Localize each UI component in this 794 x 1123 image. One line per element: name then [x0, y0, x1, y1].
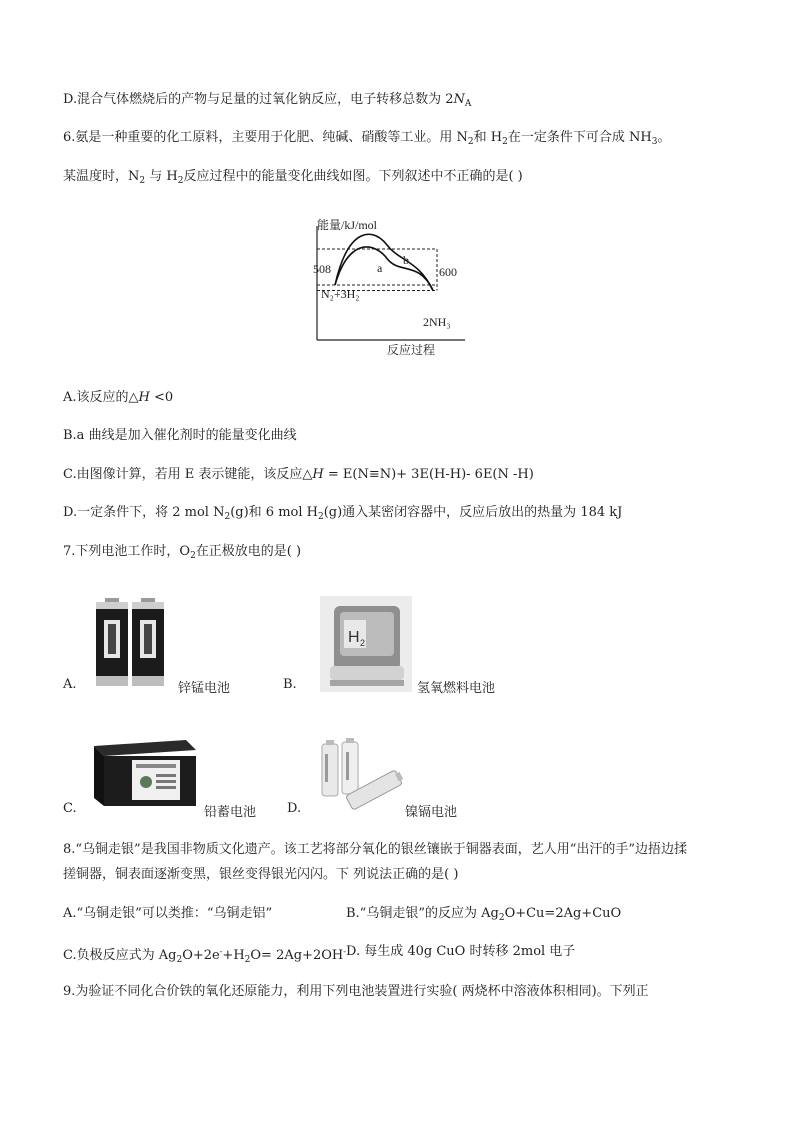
sub-2: 2	[317, 512, 324, 522]
lead-acid-battery-image	[88, 736, 200, 808]
x-axis-label: 反应过程	[387, 343, 436, 357]
q6-option-d	[63, 504, 622, 526]
q8-text-a: 8.“乌铜走银”是我国非物质文化遗产。该工艺将部分氧化的银丝镶嵌于铜器表面，艺人用“出汗的手”边捂边揉	[63, 842, 687, 857]
q8-stem-line1	[63, 841, 687, 859]
q8-option-b	[346, 905, 621, 927]
q6-opt-d-b: (g)和 6 mol H	[230, 505, 318, 520]
h-symbol: H	[138, 390, 150, 405]
sub-2: 2	[177, 176, 184, 186]
sub-2: 2	[139, 176, 146, 186]
label-600: 600	[439, 265, 457, 279]
q8-opt-a-text: A.“乌铜走银”可以类推：“乌铜走铝”	[63, 906, 273, 921]
q8-opt-c-d: O= 2Ag+2OH	[250, 948, 344, 963]
label-curve-a: a	[377, 261, 383, 275]
sub-2: 2	[190, 551, 196, 561]
q8-option-a	[63, 905, 272, 923]
q7-text-a: 7.下列电池工作时，O	[63, 544, 191, 559]
q7-option-b-letter: B.	[283, 677, 297, 692]
sub-2: 2	[224, 512, 231, 522]
q6-text-a: 6.氨是一种重要的化工原料，主要用于化肥、纯碱、硝酸等工业。用 N	[63, 130, 468, 145]
q8-option-d	[346, 943, 575, 961]
q8-opt-b-a: B.“乌铜走银”的反应为 Ag	[346, 906, 499, 921]
q6-opt-c-text-a: C.由图像计算，若用 E 表示键能，该反应△	[63, 467, 313, 482]
q6-opt-d-c: (g)通入某密闭容器中，反应后放出的热量为 184 kJ	[323, 505, 623, 520]
q8-opt-c-b: O+2e	[182, 948, 220, 963]
label-reactants: N₂+3H₂	[321, 287, 360, 301]
sup-minus: -	[219, 947, 223, 956]
q9-text: 9.为验证不同化合价铁的氧化还原能力，利用下列电池装置进行实验( 两烧杯中溶液体积相同)。下列正	[63, 984, 649, 999]
q7-option-c-letter: C.	[63, 801, 77, 816]
q7-option-c-label: 铅蓄电池	[204, 805, 257, 820]
q7-option-a-letter: A.	[63, 677, 77, 692]
q6-option-a	[63, 389, 173, 407]
na-symbol: N	[453, 92, 465, 107]
q6-opt-d-a: D.一定条件下，将 2 mol N	[63, 505, 225, 520]
label-curve-b: b	[403, 253, 409, 267]
sub-2: 2	[467, 137, 474, 147]
hydrogen-fuel-cell-image	[320, 596, 412, 692]
q6-text-b: 和 H	[473, 130, 503, 145]
q6-opt-a-text: A.该反应的△	[63, 390, 139, 405]
q7-text-b: 在正极放电的是( )	[195, 544, 302, 559]
q8-opt-d-text: D. 每生成 40g CuO 时转移 2mol 电子	[346, 944, 576, 959]
q7-option-d-label: 镍镉电池	[405, 805, 458, 820]
q7-option-d-letter: D.	[287, 801, 302, 816]
q6-text-d: 。	[657, 130, 671, 145]
q8-opt-c-c: +H	[222, 948, 245, 963]
curve-b	[335, 234, 433, 290]
sub-2: 2	[176, 955, 183, 965]
sub-2: 2	[502, 137, 508, 147]
q6-text-c: 在一定条件下可合成 NH	[507, 130, 652, 145]
q8-opt-c-a: C.负极反应式为 Ag	[63, 948, 177, 963]
h2-glyph: H	[348, 629, 360, 646]
q7-option-a-label: 锌锰电池	[178, 681, 231, 696]
q9-stem	[63, 983, 649, 1001]
sup-minus: -	[343, 947, 346, 956]
battery-right	[132, 598, 164, 686]
q6-opt-b-text: B.a 曲线是加入催化剂时的能量变化曲线	[63, 428, 297, 443]
svg-text:2: 2	[360, 638, 366, 648]
q8-opt-b-b: O+Cu=2Ag+CuO	[504, 906, 622, 921]
q8-text-b: 搓铜器，铜表面逐渐变黑，银丝变得银光闪闪。下 列说法正确的是( )	[63, 867, 459, 882]
label-products: 2NH₃	[423, 315, 451, 329]
q6-option-b	[63, 427, 297, 445]
h-symbol: H	[312, 467, 324, 482]
q5-option-d-text: D.混合气体燃烧后的产物与足量的过氧化钠反应，电子转移总数为 2	[63, 92, 454, 107]
battery-left	[96, 598, 128, 686]
na-subscript: A	[464, 99, 472, 109]
y-axis-label: 能量/kJ/mol	[317, 218, 378, 232]
zinc-manganese-battery-image	[92, 596, 168, 688]
q6-option-c	[63, 466, 534, 484]
q5-option-d	[63, 91, 471, 113]
sub-3: 3	[651, 137, 658, 147]
sub-2: 2	[498, 913, 505, 923]
q6b-text-a: 某温度时，N	[63, 169, 140, 184]
q7-stem	[63, 543, 301, 565]
q8-option-c	[63, 943, 346, 969]
sub-2: 2	[244, 955, 251, 965]
q6-opt-c-text-b: = E(N≡N)+ 3E(H-H)- 6E(N -H)	[323, 467, 534, 482]
nickel-cadmium-battery-image	[316, 738, 406, 810]
q8-stem-line2	[63, 866, 458, 884]
energy-diagram	[305, 212, 475, 360]
label-508: 508	[313, 262, 331, 276]
q6-stem-line1	[63, 129, 670, 151]
q6-opt-a-tail: <0	[149, 390, 174, 405]
q7-option-b-label: 氢氧燃料电池	[417, 681, 496, 696]
q6b-text-b: 与 H	[145, 169, 178, 184]
q6b-text-c: 反应过程中的能量变化曲线如图。下列叙述中不正确的是( )	[183, 169, 523, 184]
q6-stem-line2	[63, 168, 523, 190]
